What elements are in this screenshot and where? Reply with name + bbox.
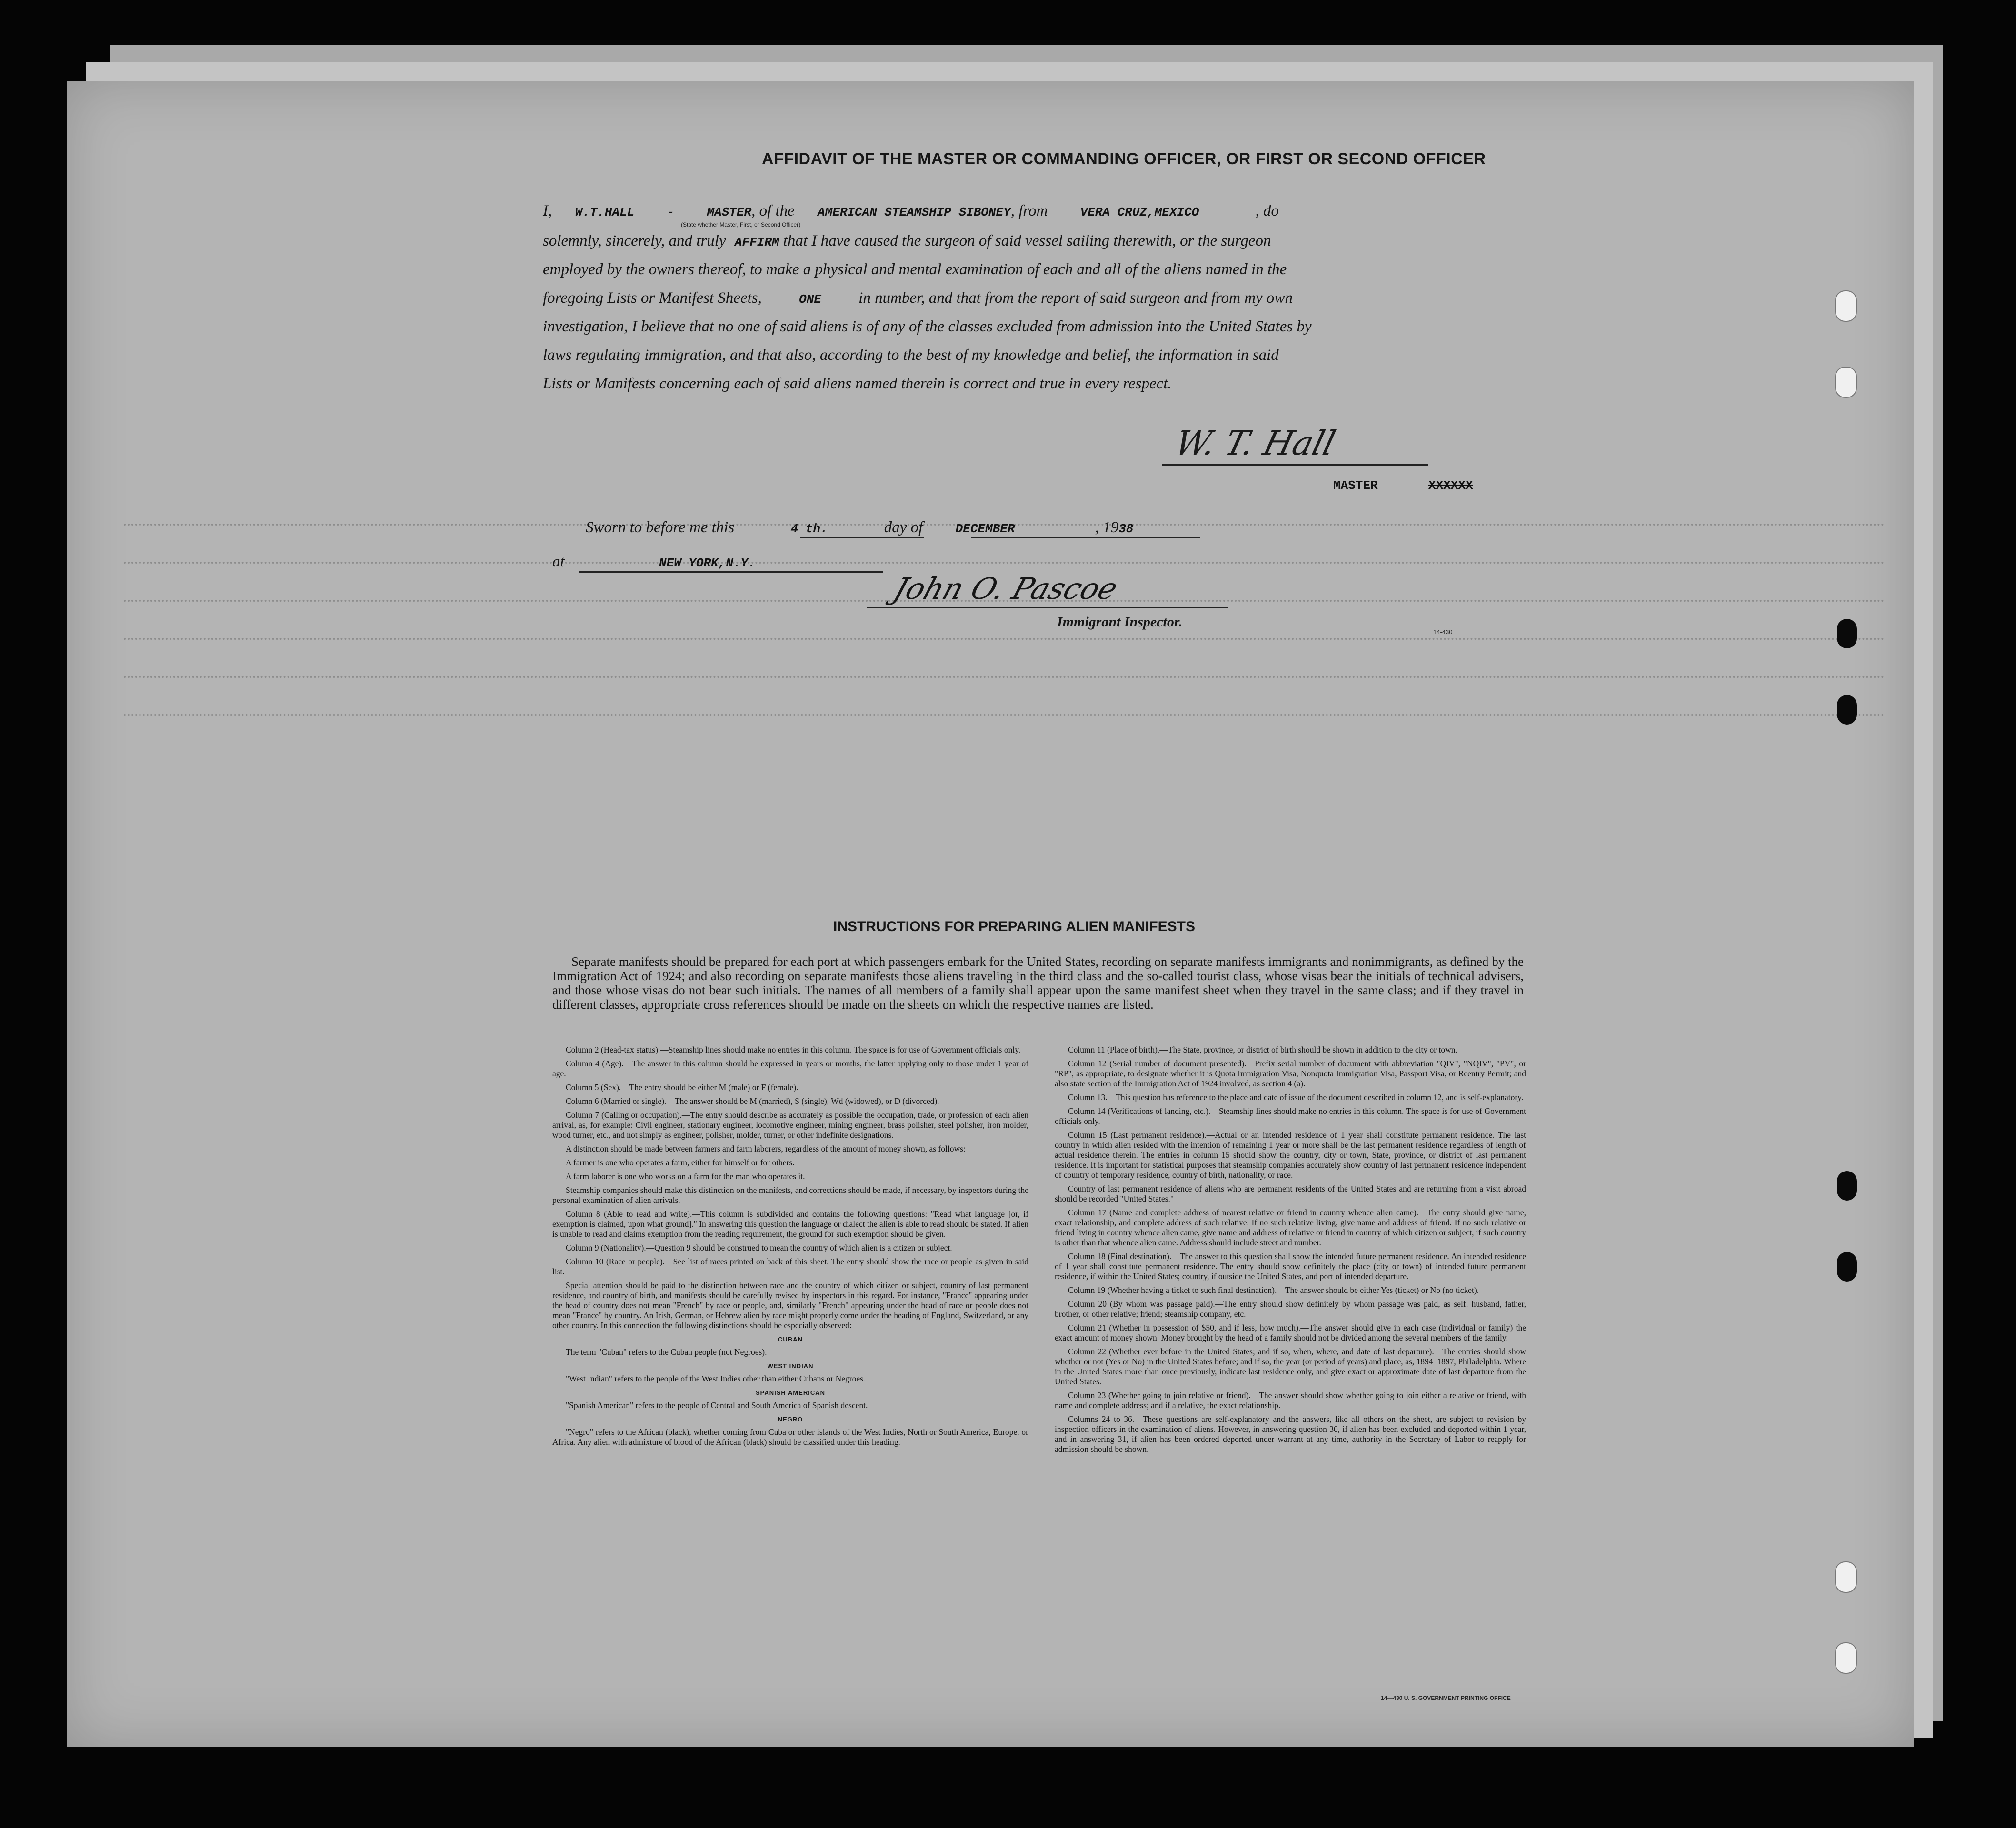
instruction-paragraph: Country of last permanent residence of aliens who are permanent residents of the United States and are returning from a visit abroad should be recorded "United States." [1055, 1184, 1526, 1203]
instruction-paragraph: A farm laborer is one who works on a farm for the man who operates it. [566, 1172, 805, 1181]
instruction-paragraph: Column 10 (Race or people).—See list of races printed on back of this sheet. The entry should show the race or people as given in said list. [552, 1257, 1028, 1276]
punch-hole [1835, 290, 1857, 322]
subsection-heading: WEST INDIAN [767, 1362, 814, 1370]
subsection-heading: SPANISH AMERICAN [755, 1389, 825, 1396]
vessel-name: AMERICAN STEAMSHIP SIBONEY [818, 205, 1011, 219]
instruction-paragraph: Column 20 (By whom was passage paid).—The entry should show definitely by whom passage was paid, as self; husband, father, brother, or other relative; friend; steamship company, etc. [1055, 1299, 1526, 1319]
line-suffix: that I have caused the surgeon of said vessel sailing therewith, or the surgeon [783, 232, 1271, 249]
signature-line [1162, 464, 1428, 466]
line-prefix: I, [543, 202, 552, 219]
instruction-paragraph: Columns 24 to 36.—These questions are self-explanatory and the answers, like all others on the sheet, are subject to revision by inspection officers in the examination of aliens. However, in answering question 30, if alien has been excluded and deported within 1 year, and in answering 31, if alien has been ordered deported under warrant at any time, authority in the Secretary of Labor to reapply for admission should be shown. [1055, 1414, 1526, 1454]
inspector-signature: John O. Pascoe [889, 571, 1122, 606]
punch-hole [1835, 367, 1857, 398]
sworn-month: DECEMBER [955, 522, 1015, 536]
printing-office-note: 14—430 U. S. GOVERNMENT PRINTING OFFICE [1381, 1695, 1511, 1701]
punch-hole [1835, 1561, 1857, 1593]
month-line [971, 537, 1200, 538]
instructions-intro: Separate manifests should be prepared for each port at which passengers embark for the United States, recording on separate manifests immigrants and nonimmigrants, as defined by the Immigration Act of 1924; and also recording on separate manifests those aliens traveling in the third class and the so-called tourist class, whose visas bear the initials of technical advisers, and those whose visas do not bear such initials. The names of all members of a family shall appear upon the same manifest sheet when they travel in the same class; and if they travel in different classes, appropriate cross references should be made on the sheets on which the respective names are listed. [552, 954, 1524, 1012]
instruction-paragraph: A farmer is one who operates a farm, either for himself or for others. [566, 1158, 795, 1167]
form-number: 14-430 [1433, 628, 1453, 636]
instructions-title: INSTRUCTIONS FOR PREPARING ALIEN MANIFESTS [833, 919, 1196, 934]
instruction-paragraph: Column 4 (Age).—The answer in this column should be expressed in years or months, the latter applying only to those under 1 year of age. [552, 1059, 1028, 1078]
sworn-year: 38 [1118, 522, 1134, 536]
instruction-paragraph: Steamship companies should make this distinction on the manifests, and corrections should be made, if necessary, by inspectors during the personal examination of alien arrivals. [552, 1185, 1028, 1205]
signature-title: MASTER [1333, 478, 1378, 493]
instruction-paragraph: Column 9 (Nationality).—Question 9 should be construed to mean the country of which alien is a citizen or subject. [566, 1243, 952, 1252]
sworn-place: NEW YORK,N.Y. [659, 556, 756, 570]
punch-hole [1837, 1171, 1857, 1201]
document-page [67, 81, 1914, 1747]
affidavit-line-7: Lists or Manifests concerning each of said aliens named therein is correct and true in every respect. [543, 375, 1172, 392]
punch-hole [1837, 695, 1857, 725]
bleed-through-row [124, 714, 1886, 735]
sworn-day: 4 th. [790, 522, 828, 536]
line-suffix: in number, and that from the report of said surgeon and from my own [858, 289, 1293, 307]
instruction-paragraph: Column 19 (Whether having a ticket to such final destination).—The answer should be either Yes (ticket) or No (no ticket). [1068, 1285, 1479, 1295]
instruction-paragraph: Column 8 (Able to read and write).—This column is subdivided and contains the following questions: "Read what language [or, if exemption is claimed, upon what ground]." In answering this question the language or dialect the alien is able to read should be stated. If alien is unable to read and claims exemption from the reading requirement, the ground for such exemption should be given. [552, 1209, 1028, 1239]
at-text: at [552, 553, 565, 570]
departure-port: VERA CRUZ,MEXICO [1080, 205, 1199, 219]
rank-note: (State whether Master, First, or Second Officer) [681, 221, 801, 228]
instructions-left-column [552, 1045, 1028, 1451]
sworn-prefix: Sworn to before me this [586, 519, 735, 536]
instruction-paragraph: Column 2 (Head-tax status).—Steamship lines should make no entries in this column. The space is for use of Government officials only. [566, 1045, 1021, 1054]
inspector-title: Immigrant Inspector. [1057, 614, 1183, 630]
affidavit-line-3: employed by the owners thereof, to make a physical and mental examination of each and all of the aliens named in the [543, 261, 1287, 278]
subsection-heading: CUBAN [778, 1336, 803, 1343]
bleed-through-row [124, 676, 1886, 697]
subsection-heading: NEGRO [778, 1416, 803, 1423]
instruction-paragraph: Special attention should be paid to the distinction between race and the country of which citizen or subject, country of last permanent residence, and country of birth, and manifests should be carefully revised by inspectors in this regard. For instance, "France" appearing under the head of country does not mean "French" by race or people, and, similarly "French" appearing under the head of race or people does not mean "France" by country. An Irish, German, or Hebrew alien by race might properly come under the heading of England, Switzerland, or any other country. In this connection the following distinctions should be especially observed: [552, 1281, 1028, 1330]
from-text: , from [1010, 202, 1048, 219]
of-the-text: , of the [751, 202, 795, 219]
inspector-signature-line [867, 607, 1228, 608]
master-rank: MASTER [707, 205, 752, 219]
day-line [800, 537, 924, 538]
affidavit-line-1 [543, 202, 1279, 220]
subsection-text: "Spanish American" refers to the people of Central and South America of Spanish descent. [566, 1401, 868, 1410]
instruction-paragraph: Column 14 (Verifications of landing, etc.).—Steamship lines should make no entries in this column. The space is for use of Government officials only. [1055, 1106, 1526, 1126]
instructions-right-column [1055, 1045, 1526, 1458]
affidavit-title: AFFIDAVIT OF THE MASTER OR COMMANDING OFFICER, OR FIRST OR SECOND OFFICER [762, 150, 1486, 168]
instruction-paragraph: Column 23 (Whether going to join relative or friend).—The answer should show whether going to join either a relative or friend, with name and complete address; and if a relative, the exact relationship. [1055, 1391, 1526, 1410]
instruction-paragraph: Column 13.—This question has reference to the place and date of issue of the document described in column 12, and is self-explanatory. [1068, 1093, 1524, 1102]
line-prefix: foregoing Lists or Manifest Sheets, [543, 289, 762, 307]
instruction-paragraph: Column 6 (Married or single).—The answer should be M (married), S (single), Wd (widowed), or D (divorced). [566, 1096, 939, 1106]
place-line-rule [579, 571, 883, 573]
affidavit-line-4 [543, 289, 1293, 307]
oath-word: AFFIRM [734, 235, 779, 249]
subsection-text: "West Indian" refers to the people of the West Indies other than either Cubans or Negroes. [566, 1374, 866, 1383]
instruction-paragraph: Column 18 (Final destination).—The answer to this question shall show the intended future permanent residence. An intended residence of 1 year shall constitute permanent residence. The entry should show definitely the place (city or town) of intended future permanent residence, if within the United States; country, if outside the United States, and port of intended departure. [1055, 1252, 1526, 1281]
line-suffix: , do [1255, 202, 1279, 219]
sworn-line [586, 519, 1133, 536]
master-signature: W. T. Hall [1171, 424, 1339, 463]
affidavit-line-5: investigation, I believe that no one of said aliens is of any of the classes excluded from admission into the United States by [543, 318, 1312, 335]
day-of-text: day of [884, 519, 923, 536]
instruction-paragraph: Column 5 (Sex).—The entry should be either M (male) or F (female). [566, 1083, 798, 1092]
punch-hole [1835, 1642, 1857, 1674]
affidavit-line-2 [543, 232, 1271, 250]
instruction-paragraph: A distinction should be made between farmers and farm laborers, regardless of the amount of money shown, as follows: [566, 1144, 966, 1153]
instruction-paragraph: Column 21 (Whether in possession of $50, and if less, how much).—The answer should give in each case (individual or family) the exact amount of money shown. Money brought by the head of a family should not be divided among the several members of the family. [1055, 1323, 1526, 1342]
punch-hole [1837, 1252, 1857, 1282]
subsection-text: The term "Cuban" refers to the Cuban people (not Negroes). [566, 1347, 767, 1357]
line-prefix: solemnly, sincerely, and truly [543, 232, 726, 249]
master-name: W.T.HALL [575, 205, 635, 219]
instruction-paragraph: Column 17 (Name and complete address of nearest relative or friend in country whence alien came).—The entry should give name, exact relationship, and complete address of such relative. If no such relative living, give name and address of friend. If no such relative or friend living in country whence alien came, give name and address of relative or friend in country of which citizen or subject, if such country is other than that whence alien came. Address should include street and number. [1055, 1208, 1526, 1247]
bleed-through-row [124, 638, 1886, 659]
instruction-paragraph: Column 7 (Calling or occupation).—The entry should describe as accurately as possible the occupation, trade, or profession of each alien arrival, as, for example: Civil engineer, stationary engineer, locomotive engineer, mining engineer, brass polisher, steel polisher, iron molder, wood turner, etc., and not simply as engineer, polisher, molder, turner, or other indefinite designations. [552, 1110, 1028, 1140]
struck-out-text: XXXXXX [1428, 478, 1473, 493]
subsection-text: "Negro" refers to the African (black), whether coming from Cuba or other islands of the West Indies, North or South America, Europe, or Africa. Any alien with admixture of blood of the African (black) should be classified under this heading. [552, 1427, 1028, 1447]
affidavit-line-6: laws regulating immigration, and that also, according to the best of my knowledge and belief, the information in said [543, 347, 1279, 364]
dash: - [667, 205, 675, 219]
instruction-paragraph: Column 11 (Place of birth).—The State, province, or district of birth should be shown in addition to the city or town. [1068, 1045, 1457, 1054]
instruction-paragraph: Column 12 (Serial number of document presented).—Prefix serial number of document with abbreviation "QIV", "NQIV", "PV", or "RP", as appropriate, to designate whether it is Quota Immigration Visa, Nonquota Immigration Visa, Passport Visa, or Reentry Permit; and also state section of the Immigration Act of 1924 involved, as section 4 (a). [1055, 1059, 1526, 1088]
place-line [552, 553, 756, 571]
year-prefix: , 19 [1095, 519, 1119, 536]
punch-hole [1837, 619, 1857, 648]
instruction-paragraph: Column 22 (Whether ever before in the United States; and if so, when, where, and date of last departure).—The entries should show whether or not (Yes or No) in the United States before; and if so, the year (or period of years) and place, as, 1894–1897, Philadelphia. Where in the United States more than once previously, indicate last residence only, and give exact or approximate date of last departure from the United States. [1055, 1347, 1526, 1386]
sheet-count: ONE [799, 292, 821, 307]
instruction-paragraph: Column 15 (Last permanent residence).—Actual or an intended residence of 1 year shall constitute permanent residence. The last country in which alien resided with the intention of remaining 1 year or more shall be the last permanent residence regardless of length of actual residence therein. The entries in column 15 should show the country, city or town, State, province, or district of last permanent residence. It is important for statistical purposes that steamship companies accurately show country of last permanent residence independent of country of temporary residence, country of birth, nationality, or race. [1055, 1130, 1526, 1180]
